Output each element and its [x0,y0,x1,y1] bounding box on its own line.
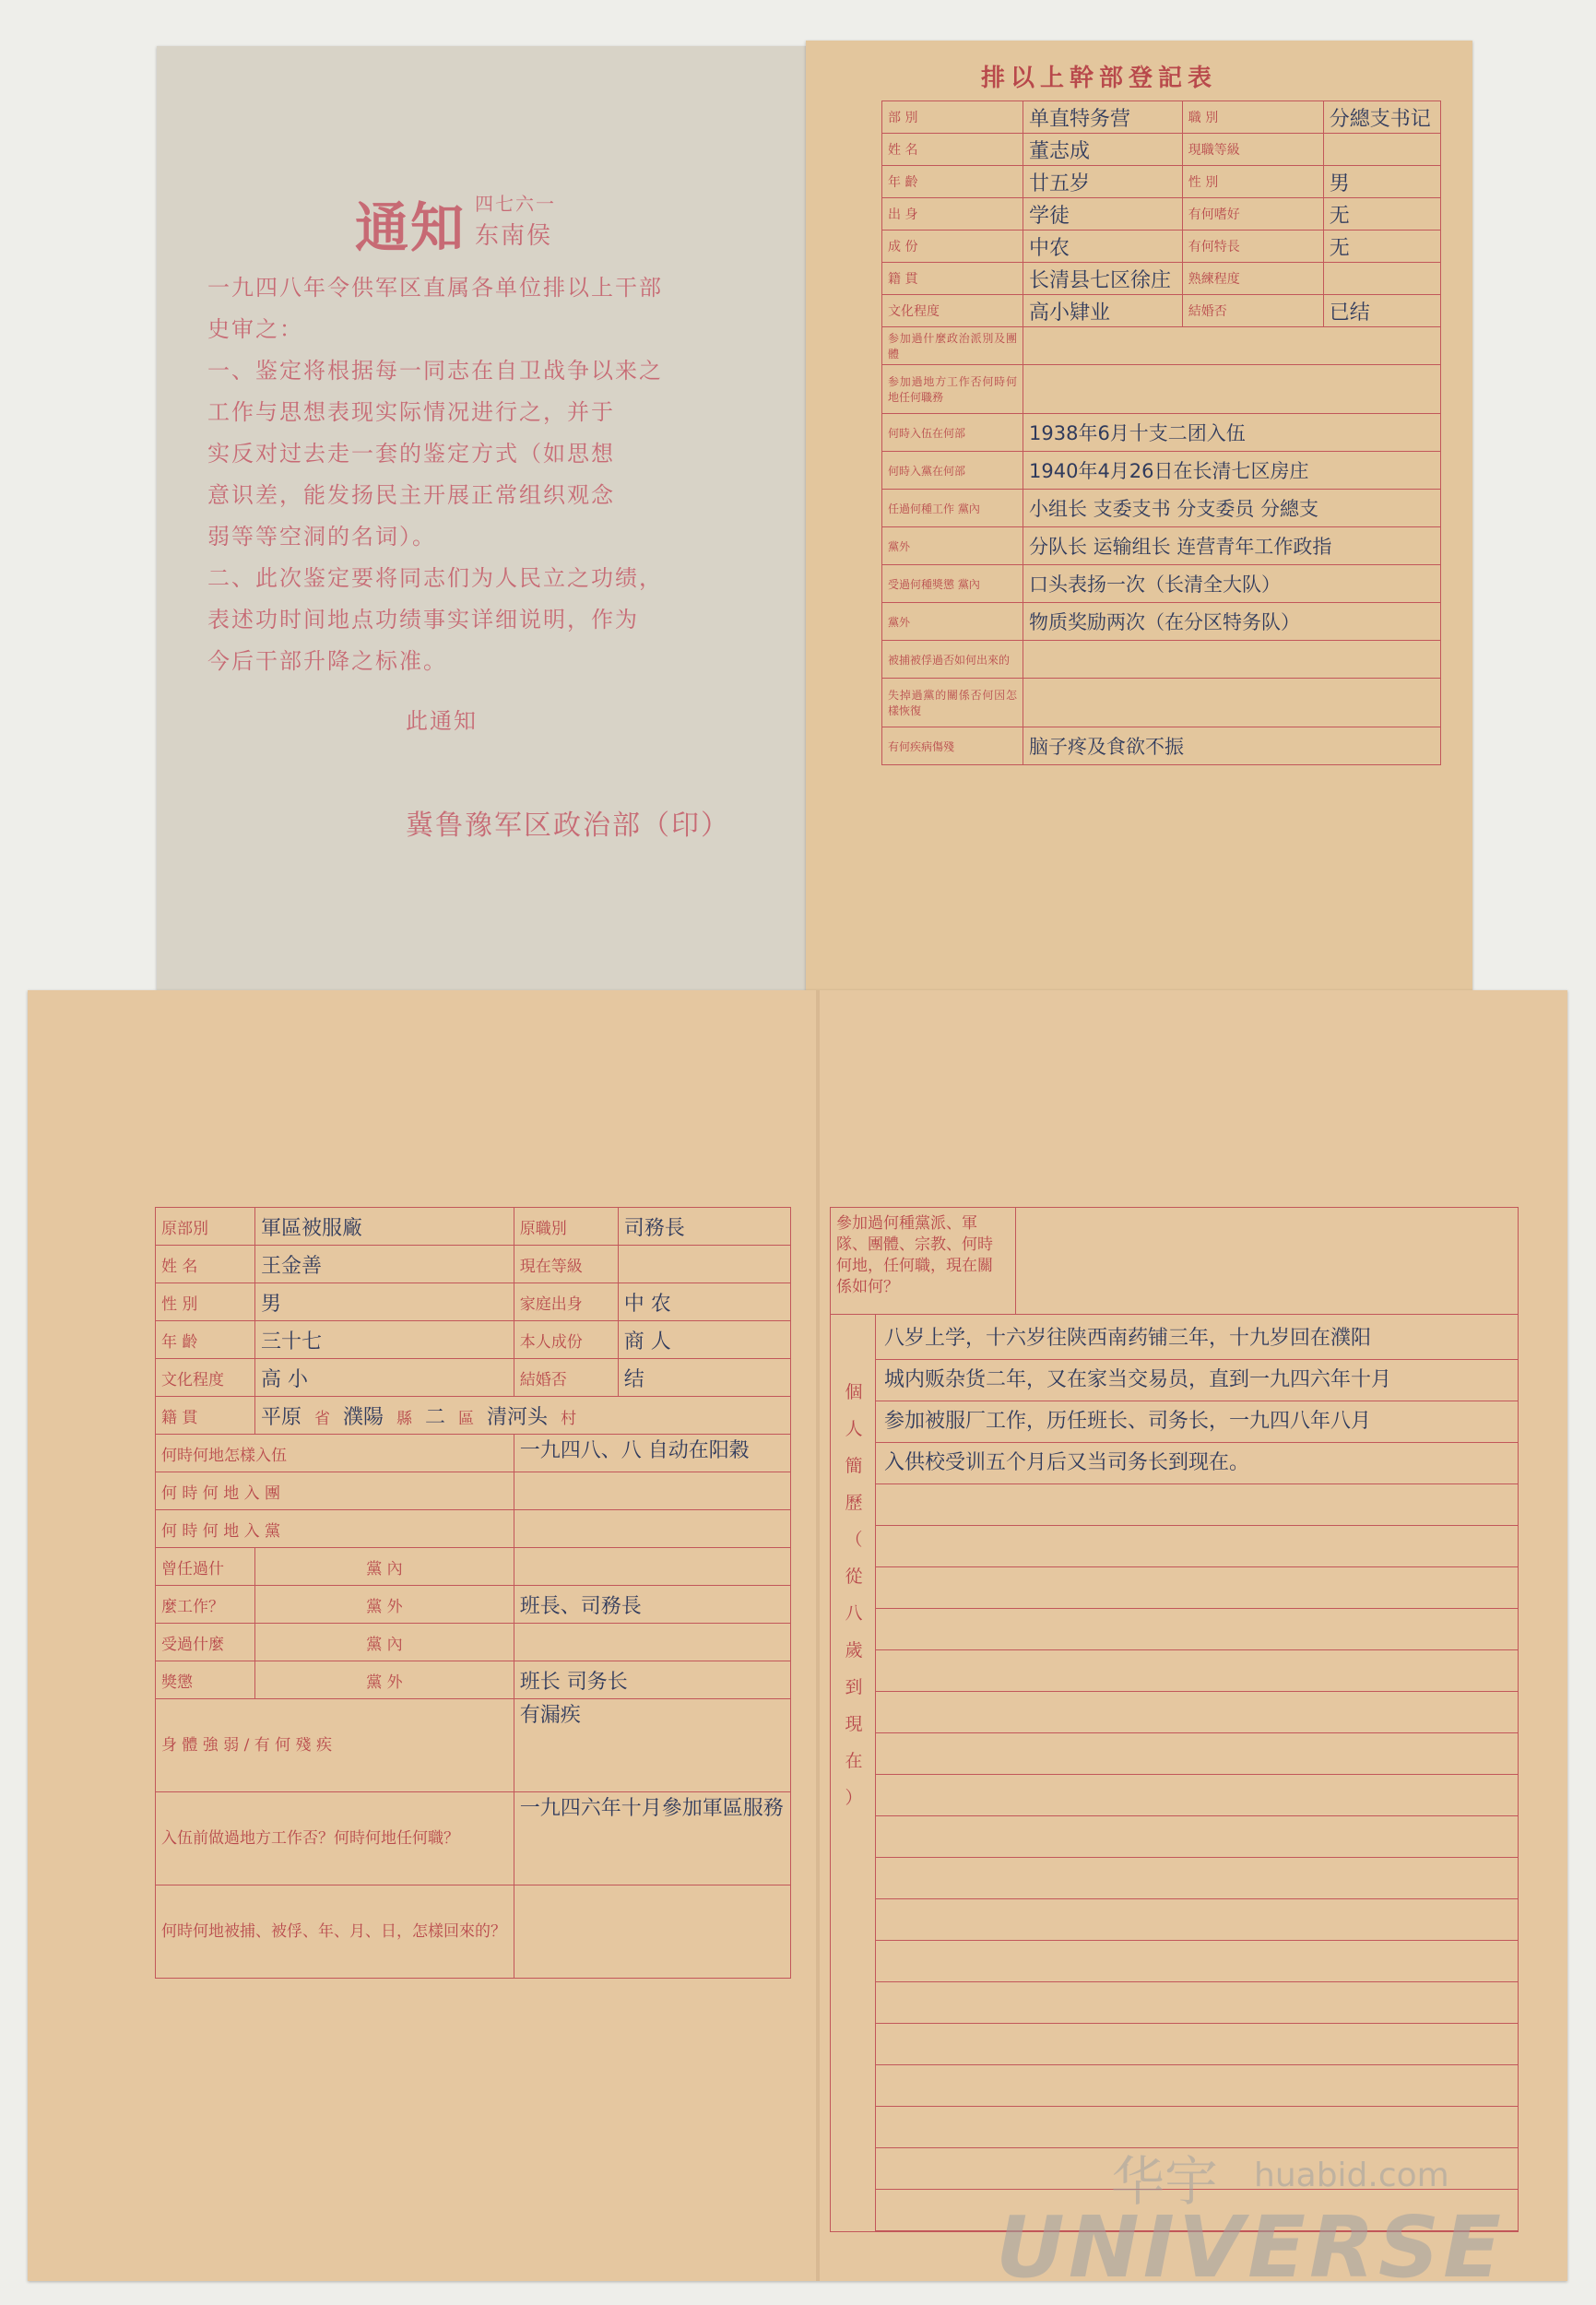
form1-row [882,727,1441,765]
form2-value [514,1510,790,1548]
form2-label: 何 時 何 地 入 團 [156,1472,514,1510]
form2-row [156,1792,791,1885]
bio-line [875,1941,1518,1982]
officer-registration-form [806,41,1472,990]
notice-line: 表述功时间地点功绩事实详细说明，作为 [207,607,639,632]
bio-line [875,1982,1518,2024]
form2-value: 三十七 [255,1321,514,1359]
native-county: 濮陽 [343,1405,384,1429]
bio-line [875,2024,1518,2065]
party-label: 參加過何種黨派、軍隊、團體、宗教、何時何地，任何職，現在關係如何？ [836,1214,993,1296]
notice-line: 工作与思想表现实际情况进行之，并于 [207,399,615,425]
form1-label: 熟練程度 [1182,263,1323,295]
form2-value: 一九四六年十月參加軍區服務 [514,1792,790,1885]
form2-label: 何 時 何 地 入 黨 [156,1510,514,1548]
form2-value [514,1548,790,1586]
form2-label: 本人成份 [514,1321,618,1359]
form1-row [882,679,1441,727]
form2-row [156,1472,791,1510]
form1-label: 現職等級 [1182,134,1323,166]
form1-label: 有何特長 [1182,230,1323,263]
form2-label: 麼工作？ [156,1586,255,1624]
form2-label: 現在等級 [514,1246,618,1283]
form2-row [156,1699,791,1792]
form1-value [1323,263,1440,295]
bio-line: 八岁上学，十六岁往陕西南药铺三年，十九岁回在濮阳 [875,1318,1518,1360]
form2-row [156,1359,791,1397]
native-c_unit: 縣 [396,1409,413,1428]
form1-label: 部 別 [882,101,1023,134]
form1-value: 1940年4月26日在长清七区房庄 [1023,452,1441,490]
form1-row [882,166,1441,198]
form1-label: 結婚否 [1182,295,1323,327]
form1-row [882,490,1441,527]
form1-label: 職 別 [1182,101,1323,134]
form2-value: 高 小 [255,1359,514,1397]
form1-value: 物质奖励两次（在分区特务队） [1023,603,1441,641]
watermark-brand: UNIVERSE [996,2198,1505,2297]
form1-value: 小组长 支委支书 分支委员 分總支 [1023,490,1441,527]
form2-value: 王金善 [255,1246,514,1283]
form1-value: 无 [1323,198,1440,230]
notice-line: 弱等等空洞的名词）。 [207,524,436,550]
bio-line: 城内贩杂货二年，又在家当交易员，直到一九四六年十月 [875,1360,1518,1401]
form1-value: 分總支书记 [1323,101,1440,134]
native-p_unit: 省 [314,1409,331,1428]
form1-title: 排以上幹部登記表 [981,65,1218,92]
form2-value: 中 农 [618,1283,790,1321]
form2-value: 班長、司務長 [514,1586,790,1624]
form2-value [514,1624,790,1661]
form2-sublabel: 黨 內 [255,1548,514,1586]
form1-row [882,452,1441,490]
form2-row [156,1586,791,1624]
form1-row [882,263,1441,295]
bio-line [875,1733,1518,1775]
form2-label: 入伍前做過地方工作否？何時何地任何職？ [156,1792,514,1885]
bio-line [875,1526,1518,1567]
form1-row [882,414,1441,452]
form1-label: 姓 名 [882,134,1023,166]
bio-line [875,1650,1518,1692]
form1-label: 被捕被俘過否如何出來的 [882,641,1023,679]
form1-label: 有何疾病傷殘 [882,727,1023,765]
form1-value: 脑子疼及食欲不振 [1023,727,1441,765]
bio-line [875,1899,1518,1941]
bio-line [875,1816,1518,1858]
bio-text [875,1318,1518,2231]
form1-value: 口头表扬一次（长清全大队） [1023,565,1441,603]
form2-label: 年 齡 [156,1321,255,1359]
form2-label: 原職別 [514,1208,618,1246]
form2-row [156,1548,791,1586]
form1-value: 无 [1323,230,1440,263]
form1-row [882,527,1441,565]
form1-value: 中农 [1023,230,1183,263]
form2-native-value [255,1397,791,1435]
form2-label: 原部別 [156,1208,255,1246]
native-province: 平原 [261,1405,302,1429]
form1-label: 参加過什麼政治派別及團體 [882,327,1023,365]
form1-row [882,641,1441,679]
form1-row [882,134,1441,166]
form2-value: 商 人 [618,1321,790,1359]
bio-line [875,1484,1518,1526]
bio-line [875,2065,1518,2107]
notice-line: 史审之： [207,316,303,342]
form1-label: 任過何種工作 黨內 [882,490,1023,527]
form1-value: 分队长 运输组长 连营青年工作政指 [1023,527,1441,565]
watermark-cn: 华宇 [1111,2150,1219,2213]
form1-value: 1938年6月十支二团入伍 [1023,414,1441,452]
notice-line: 今后干部升降之标准。 [207,648,447,674]
form1-row [882,365,1441,414]
form1-label: 文化程度 [882,295,1023,327]
form2-sublabel: 黨 外 [255,1586,514,1624]
form1-label: 黨外 [882,527,1023,565]
form2-row [156,1283,791,1321]
form1-label: 年 齡 [882,166,1023,198]
notice-title: 通知 [355,196,467,259]
form1-row [882,198,1441,230]
native-d_unit: 區 [458,1409,475,1428]
native-v_unit: 村 [561,1409,577,1428]
form2-label: 姓 名 [156,1246,255,1283]
form1-row [882,295,1441,327]
bio-line [875,1609,1518,1650]
notice-line: 意识差，能发扬民主开展正常组织观念 [207,482,615,508]
form1-label: 受過何種獎懲 黨內 [882,565,1023,603]
form1-value [1023,327,1441,365]
form2-row [156,1885,791,1979]
form1-value: 单直特务营 [1023,101,1183,134]
form1-row [882,101,1441,134]
form2-row [156,1208,791,1246]
form1-value [1323,134,1440,166]
notice-closing: 此通知 [406,708,478,734]
form2-value: 班长 司务长 [514,1661,790,1699]
form2-row [156,1624,791,1661]
form1-label: 参加過地方工作否何時何地任何職務 [882,365,1023,414]
form2-label: 性 別 [156,1283,255,1321]
notice-signature: 冀鲁豫军区政治部（印） [406,810,730,842]
form2-label: 結婚否 [514,1359,618,1397]
notice-code-1: 四七六一 [475,193,556,215]
form1-label: 黨外 [882,603,1023,641]
form2-value: 结 [618,1359,790,1397]
form2-value: 有漏疾 [514,1699,790,1792]
form1-value: 已结 [1323,295,1440,327]
form1-label: 失掉過黨的關係否何因怎樣恢復 [882,679,1023,727]
form2-label: 文化程度 [156,1359,255,1397]
form1-label: 籍 貫 [882,263,1023,295]
form2-row [156,1397,791,1435]
notice-code-2: 东南侯 [475,222,553,250]
form1-value: 男 [1323,166,1440,198]
form2-label: 曾任過什 [156,1548,255,1586]
bio-line: 入供校受训五个月后又当司务长到现在。 [875,1443,1518,1484]
notice-line: 二、此次鉴定要将同志们为人民立之功绩， [207,565,663,591]
cadre-record-form [28,990,1567,2297]
form1-label: 出 身 [882,198,1023,230]
form1-value: 董志成 [1023,134,1183,166]
form1-label: 成 份 [882,230,1023,263]
native-district: 二 [425,1405,446,1429]
form2-row [156,1510,791,1548]
form1-value [1023,679,1441,727]
notice-line: 一、鉴定将根据每一同志在自卫战争以来之 [207,358,663,384]
form1-label: 何時入黨在何部 [882,452,1023,490]
watermark-url: huabid.com [1254,2157,1449,2194]
form2-label: 籍 貫 [156,1397,255,1435]
form1-label: 性 別 [1182,166,1323,198]
form1-table [881,100,1441,765]
form2-label: 何時何地被捕、被俘、年、月、日，怎樣回來的？ [156,1885,514,1979]
form2-sublabel: 黨 內 [255,1624,514,1661]
form2-value [618,1246,790,1283]
form1-value [1023,365,1441,414]
form1-value [1023,641,1441,679]
form2-value [514,1885,790,1979]
form2-value: 一九四八、八 自动在阳穀 [514,1435,790,1472]
bio-line: 参加被服厂工作，历任班长、司务长，一九四八年八月 [875,1401,1518,1443]
native-village: 清河头 [487,1405,549,1429]
form2-sublabel: 黨 外 [255,1661,514,1699]
form1-value: 学徒 [1023,198,1183,230]
form2-row [156,1435,791,1472]
form2-label: 受過什麼 [156,1624,255,1661]
form1-value: 廿五岁 [1023,166,1183,198]
notice-sheet [157,46,806,990]
bio-label: 個 人 簡 歷 （ 從 八 歲 到 現 在 ） [845,1382,863,1808]
form1-row [882,327,1441,365]
form1-row [882,603,1441,641]
form1-value: 高小肄业 [1023,295,1183,327]
bio-line [875,1858,1518,1899]
bio-line [875,1567,1518,1609]
form2-row [156,1661,791,1699]
form2-label: 何時何地怎樣入伍 [156,1435,514,1472]
form2-value [514,1472,790,1510]
form2-label: 獎懲 [156,1661,255,1699]
bio-line [875,1775,1518,1816]
notice-body [207,267,788,682]
form2-value: 男 [255,1283,514,1321]
form2-right-frame [830,1207,1519,2232]
form2-label: 家庭出身 [514,1283,618,1321]
bio-line [875,1692,1518,1733]
form2-row [156,1246,791,1283]
form2-value: 司務長 [618,1208,790,1246]
form2-value: 軍區被服廠 [255,1208,514,1246]
form1-row [882,565,1441,603]
form2-table [155,1207,791,1979]
form2-label: 身 體 強 弱 / 有 何 殘 疾 [156,1699,514,1792]
form1-value: 长清县七区徐庄 [1023,263,1183,295]
form1-label: 何時入伍在何部 [882,414,1023,452]
form2-row [156,1321,791,1359]
notice-line: 实反对过去走一套的鉴定方式（如思想 [207,441,615,467]
form1-row [882,230,1441,263]
notice-line: 一九四八年令供军区直属各单位排以上干部 [207,275,663,301]
form1-label: 有何嗜好 [1182,198,1323,230]
